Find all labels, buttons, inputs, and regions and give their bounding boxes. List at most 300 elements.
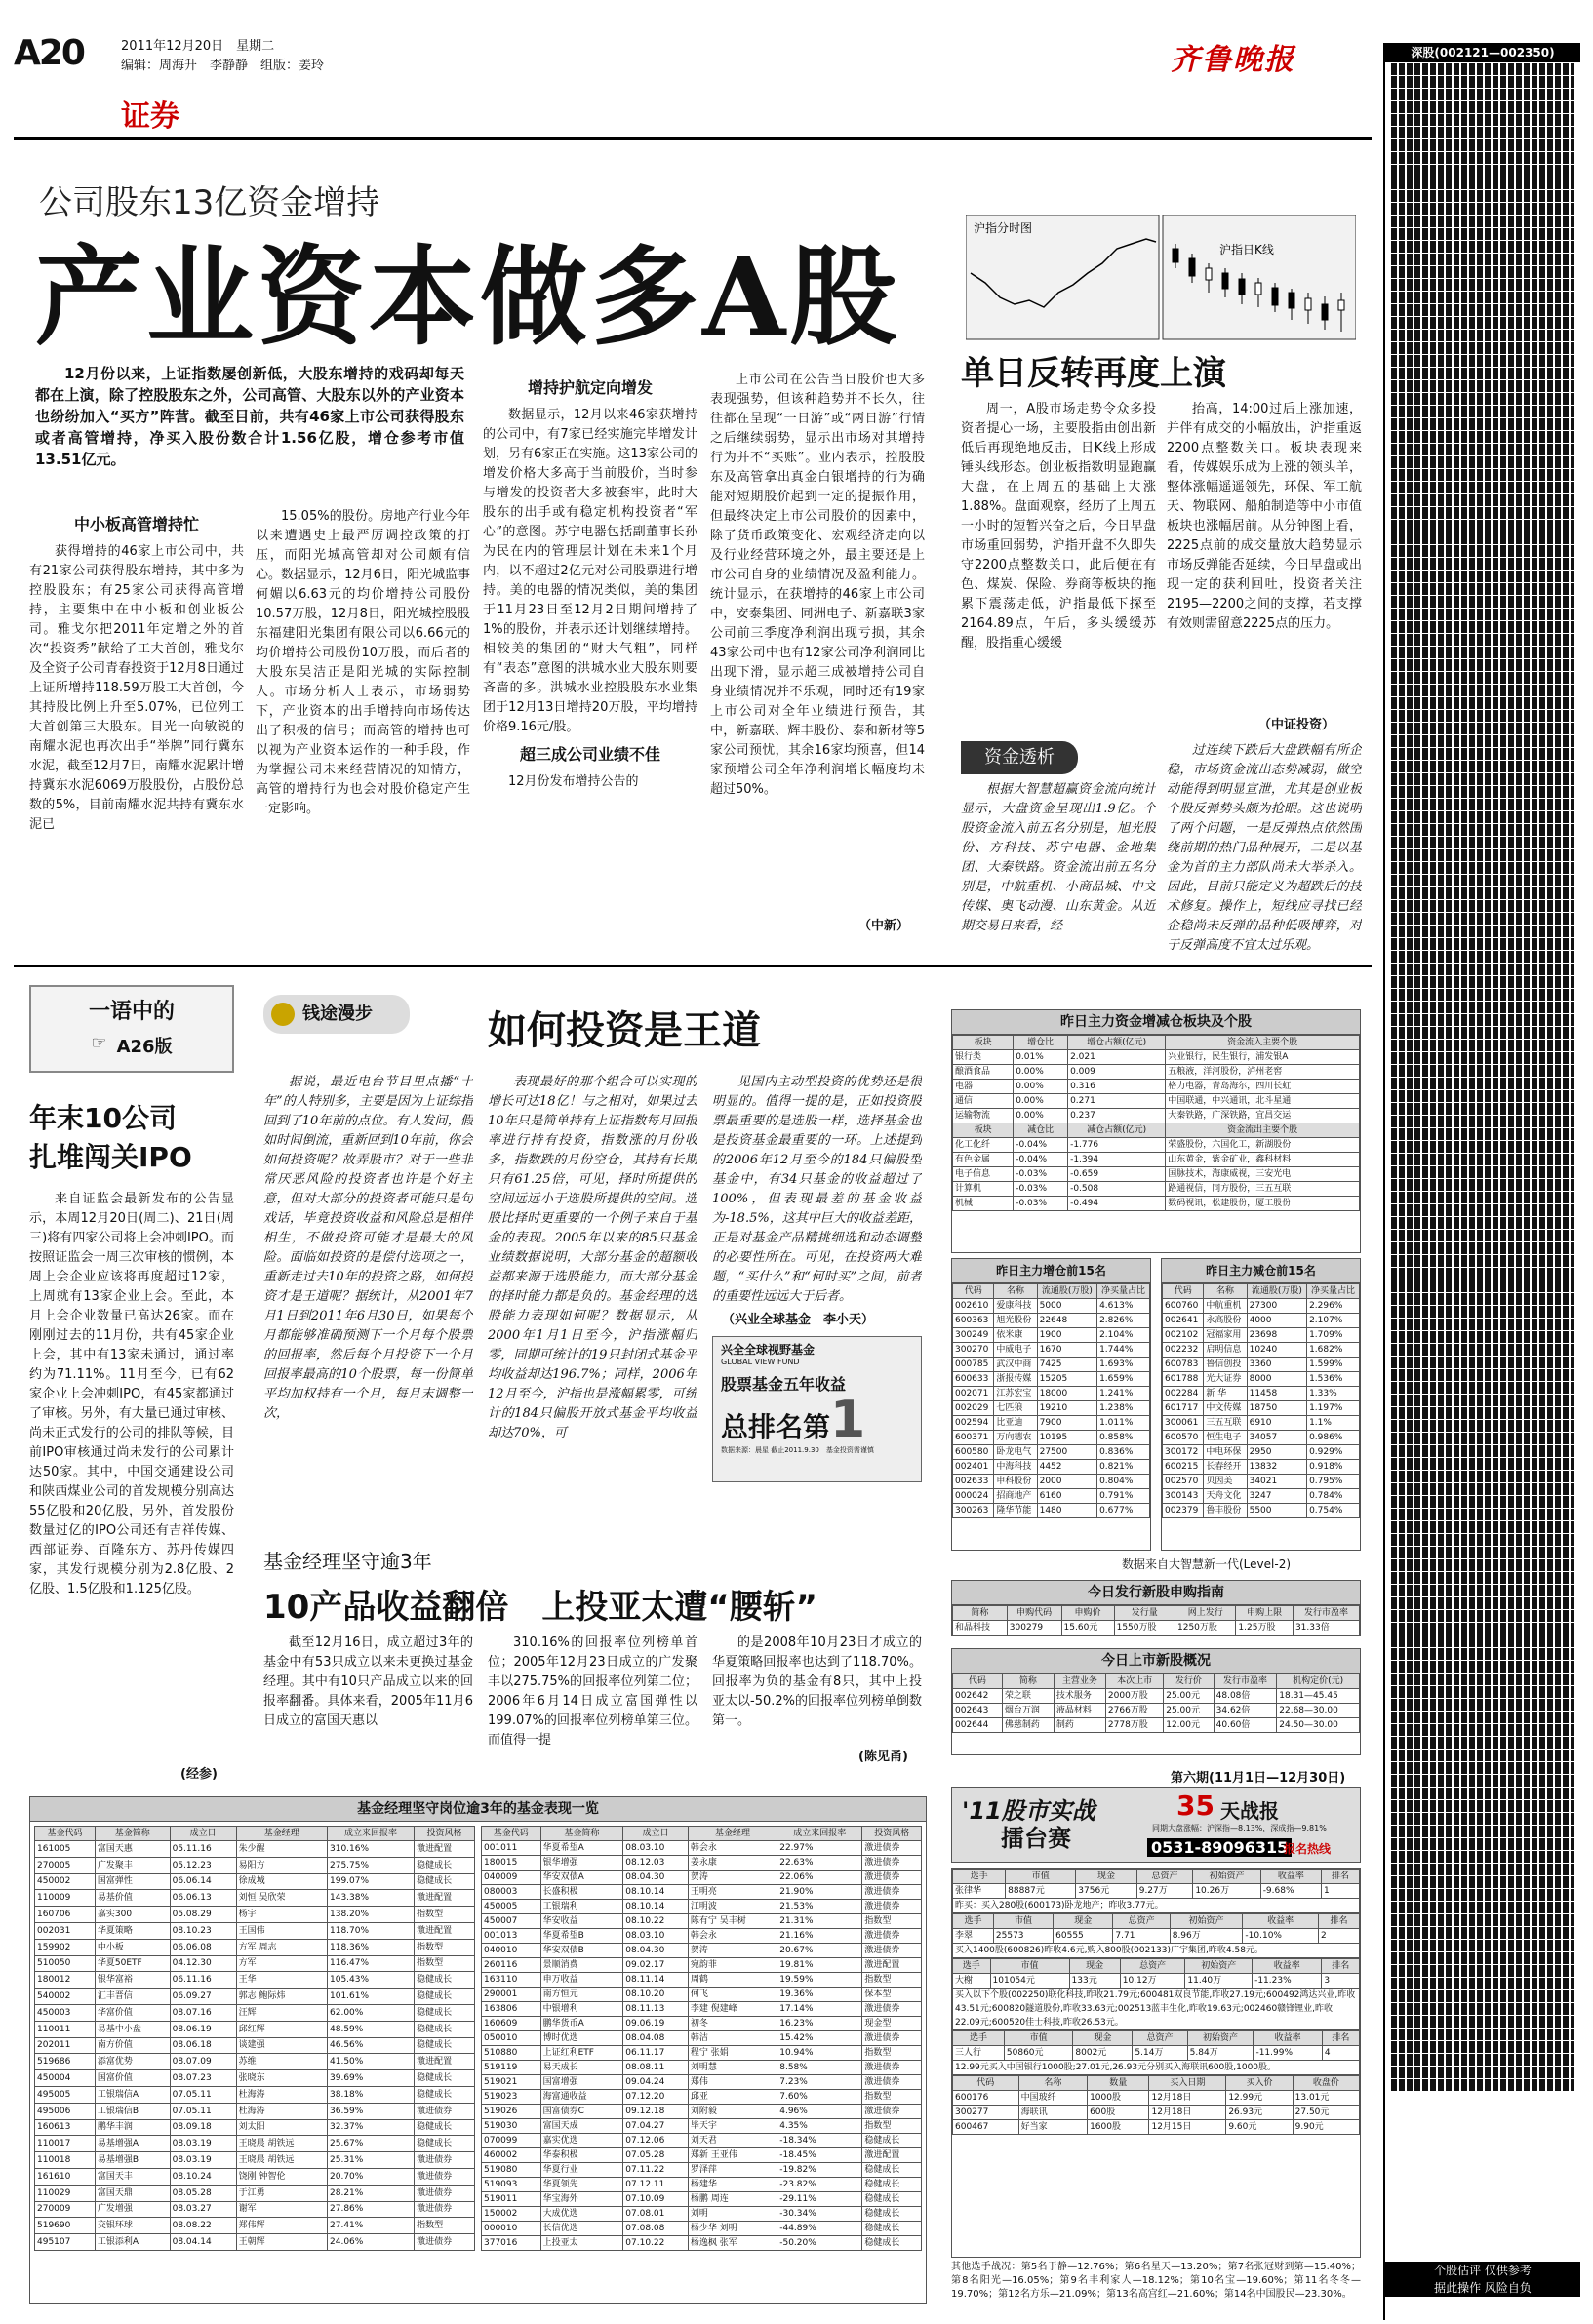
- table-cell: 495006: [35, 2103, 96, 2119]
- table-header-cell: 网上发行: [1175, 1606, 1236, 1621]
- table-cell: 谢军: [236, 2201, 327, 2218]
- ticker-footer-1: 个股估评 仅供参考: [1385, 2262, 1580, 2279]
- table-row: [1163, 1489, 1360, 1504]
- table-cell: 11.40万: [1185, 1974, 1253, 1989]
- table-cell: 519686: [35, 2054, 96, 2070]
- table-cell: 001013: [482, 1929, 541, 1944]
- table-cell: 163806: [482, 2002, 541, 2017]
- table-cell: 27.41%: [328, 2218, 415, 2234]
- table-cell: 2.104%: [1097, 1328, 1150, 1343]
- table-cell: 保本型: [862, 1988, 922, 2002]
- table-header-cell: 市值: [993, 1914, 1053, 1929]
- table-cell: 519690: [35, 2218, 96, 2234]
- table-row: [953, 1621, 1360, 1635]
- table-cell: 王华: [236, 1972, 327, 1989]
- table-header-cell: 发行价: [1164, 1674, 1214, 1689]
- table-cell: 7425: [1037, 1358, 1096, 1372]
- table-cell: 华夏希望A: [540, 1841, 623, 1856]
- table-header-cell: 发行市盈率: [1293, 1606, 1359, 1621]
- ticker-row: [1391, 1255, 1574, 1267]
- table-cell: 郑伟辉: [236, 2218, 327, 2234]
- table-row: [35, 1989, 475, 2005]
- table-row: [953, 1138, 1360, 1153]
- table-cell: 中国联通，中兴通讯，北斗星通: [1166, 1094, 1360, 1109]
- table-cell: 450002: [35, 1873, 96, 1890]
- table-cell: 王明亮: [688, 1885, 777, 1900]
- table-row: [953, 1387, 1150, 1401]
- table-cell: 招商地产: [994, 1489, 1037, 1504]
- ticker-row: [1391, 926, 1574, 937]
- table-header-cell: 投资风格: [415, 1827, 475, 1841]
- table-cell: 0.836%: [1097, 1445, 1150, 1460]
- table-cell: 景顺消费: [540, 1958, 623, 1973]
- table-cell: 002633: [953, 1475, 994, 1489]
- table-header-cell: 排名: [1322, 1870, 1360, 1884]
- table-cell: 杨鹏 周连: [688, 2192, 777, 2207]
- table-row: [953, 1489, 1150, 1504]
- table-cell: 600363: [953, 1314, 994, 1328]
- table-cell: 指数型: [415, 1907, 475, 1923]
- table-cell: 23698: [1247, 1328, 1306, 1343]
- table-cell: 519093: [482, 2178, 541, 2192]
- table-row: [953, 1460, 1150, 1475]
- table-cell: 0.986%: [1307, 1431, 1360, 1445]
- ad-line-1: 股票基金五年收益: [721, 1375, 847, 1394]
- table-cell: 34057: [1247, 1431, 1306, 1445]
- table-cell: 易基增强B: [95, 2152, 170, 2169]
- table-row: [35, 1873, 475, 1890]
- table-header-cell: 数量: [1088, 2076, 1149, 2091]
- ticker-row: [1391, 1357, 1574, 1368]
- table-cell: 现金型: [862, 2017, 922, 2031]
- table-row: [35, 2185, 475, 2201]
- table-header-cell: 选手: [953, 1914, 994, 1929]
- table-cell: 易天成长: [540, 2061, 623, 2075]
- table-cell: 稳健成长: [862, 2222, 922, 2236]
- table-cell: 酿酒食品: [953, 1065, 1014, 1080]
- ticker-row: [1391, 1382, 1574, 1394]
- table-cell: 7.23%: [777, 2075, 862, 2090]
- ipo-today-block: [951, 1580, 1361, 1636]
- table-cell: 0.858%: [1097, 1431, 1150, 1445]
- table-cell: 冠福家用: [1204, 1328, 1247, 1343]
- coins-icon: [271, 1003, 295, 1026]
- table-cell: 罗泽萍: [688, 2163, 777, 2178]
- table-cell: 兴业银行，民生银行，浦发银A: [1166, 1050, 1360, 1065]
- table-cell: 519023: [482, 2090, 541, 2105]
- ticker-row: [1391, 228, 1574, 240]
- ticker-row: [1391, 1699, 1574, 1711]
- ticker-row: [1391, 368, 1574, 379]
- table-cell: 08.07.16: [170, 2004, 236, 2021]
- lead-subhead-3: 超三成公司业绩不佳: [519, 745, 660, 764]
- table-cell: 激进债券: [862, 2075, 922, 2090]
- ticker-row: [1391, 393, 1574, 405]
- table-header-cell: 总资产: [1120, 1959, 1185, 1974]
- table-cell: 002642: [953, 1689, 1003, 1704]
- ticker-row: [1391, 1445, 1574, 1457]
- table-cell: 138.20%: [328, 1907, 415, 1923]
- table-cell: 002031: [35, 1922, 96, 1939]
- table-cell: 002029: [953, 1401, 994, 1416]
- ticker-row: [1391, 596, 1574, 608]
- table-cell: 江苏宏宝: [994, 1387, 1037, 1401]
- table-cell: 0.00%: [1014, 1094, 1068, 1109]
- table-row: [482, 2134, 922, 2148]
- table-cell: 稳健成长: [415, 2070, 475, 2087]
- table-cell: 激进债券: [862, 1841, 922, 1856]
- ticker-row: [1391, 304, 1574, 316]
- table-row: [35, 2037, 475, 2054]
- ticker-row: [1391, 1547, 1574, 1558]
- ticker-strip: [1383, 43, 1580, 2320]
- table-cell: 300143: [1163, 1489, 1204, 1504]
- table-cell: 002641: [1163, 1314, 1204, 1328]
- table-cell: 稳健成长: [415, 2021, 475, 2037]
- table-cell: 富国天惠: [95, 1841, 170, 1858]
- table-row: [953, 1416, 1150, 1431]
- table-cell: 05.12.23: [170, 1857, 236, 1873]
- table-row: [953, 1314, 1150, 1328]
- table-row: [953, 2120, 1360, 2135]
- table-cell: 450007: [482, 1914, 541, 1929]
- table-cell: 07.05.11: [170, 2103, 236, 2119]
- invest-column-2: 表现最好的那个组合可以实现的增长可达18亿！与之相对，如果过去10年只是简单持有上证指数每月回报率进行持有投资，指数涨的月份收多，指数跌的月份空仓，其持有长期只有61.25倍，可见，择时所提供的空间远远小于选股所提供的空间。选股比择时更重要的一个例子来自于基金的表现。2005年以来的85只基金业绩数据说明，大部分基金的超额收益都来源于选股能力，而大部分基金的择时能力都是负的。基金经理的选股能力表现如何呢？数据显示，从2000年1月1日至今，沪指涨幅归零，同期可统计的19只封闭式基金平均收益却达196.7%；同样，2006年12月至今，沪指也是涨幅累零，可统计的184只偏股开放式基金平均收益却达70%，可: [488, 1075, 697, 1440]
- ticker-row: [1391, 1242, 1574, 1254]
- table-cell: 040010: [482, 1944, 541, 1958]
- table-row: [953, 1094, 1360, 1109]
- ticker-row: [1391, 482, 1574, 493]
- table-cell: -0.03%: [1014, 1167, 1068, 1182]
- ticker-row: [1391, 1204, 1574, 1216]
- table-cell: 中国玻纤: [1018, 2091, 1087, 2106]
- money-flow-table: [952, 1035, 1360, 1211]
- table-cell: 13832: [1247, 1460, 1306, 1475]
- reversal-source: （中证投资）: [1258, 718, 1335, 732]
- table-cell: 21.90%: [777, 1885, 862, 1900]
- table-cell: 08.04.30: [623, 1944, 689, 1958]
- table-header-cell: 总资产: [1136, 1870, 1193, 1884]
- table-cell: 495005: [35, 2086, 96, 2103]
- table-header-cell: 流通股(万股): [1247, 1284, 1306, 1299]
- table-row: [953, 1343, 1150, 1358]
- table-cell: 28.21%: [328, 2185, 415, 2201]
- ticker-row: [1391, 190, 1574, 202]
- table-cell: 07.11.22: [623, 2163, 689, 2178]
- table-cell: 450005: [482, 1900, 541, 1914]
- ticker-row: [1391, 1471, 1574, 1482]
- ticker-row: [1391, 418, 1574, 430]
- table-cell: 41.50%: [328, 2054, 415, 2070]
- table-cell: 07.12.11: [623, 2178, 689, 2192]
- table-cell: 刘明慧: [688, 2061, 777, 2075]
- ticker-row: [1391, 1496, 1574, 1508]
- table-cell: 3360: [1247, 1358, 1306, 1372]
- table-cell: 450004: [35, 2070, 96, 2087]
- table-row: [482, 1885, 922, 1900]
- table-cell: 何飞: [688, 1988, 777, 2002]
- table-cell: 519080: [482, 2163, 541, 2178]
- ticker-row: [1391, 1293, 1574, 1305]
- ticker-row: [1391, 76, 1574, 88]
- table-cell: 22.97%: [777, 1841, 862, 1856]
- table-cell: -0.03%: [1014, 1197, 1068, 1211]
- table-cell: 150002: [482, 2207, 541, 2222]
- table-cell: 0.784%: [1307, 1489, 1360, 1504]
- quote-box: [29, 985, 234, 1073]
- ad-brand-en: GLOBAL VIEW FUND: [721, 1358, 800, 1366]
- fund-table-title: 基金经理坚守岗位逾3年的基金表现一览: [30, 1797, 926, 1822]
- table-cell: 3247: [1247, 1489, 1306, 1504]
- ticker-row: [1391, 1369, 1574, 1381]
- table-header-cell: 基金经理: [236, 1827, 327, 1841]
- table-header-cell: 现金: [1054, 1914, 1113, 1929]
- table-row: [1163, 1299, 1360, 1314]
- table-cell: 1000股: [1088, 2091, 1149, 2106]
- table-cell: 300172: [1163, 1445, 1204, 1460]
- table-cell: 160706: [35, 1907, 96, 1923]
- table-cell: 1.693%: [1097, 1358, 1150, 1372]
- table-cell: 1900: [1037, 1328, 1096, 1343]
- table-cell: 0.00%: [1014, 1065, 1068, 1080]
- table-row: [482, 2105, 922, 2119]
- table-cell: 38.18%: [328, 2086, 415, 2103]
- table-cell: 600467: [953, 2120, 1019, 2135]
- table-cell: 三人行: [953, 2046, 1005, 2061]
- table-cell: 180015: [482, 1856, 541, 1871]
- ipo-headline-2: 扎堆闯关IPO: [29, 1141, 192, 1173]
- ticker-row: [1391, 735, 1574, 747]
- table-header-cell: 减仓占额(亿元): [1068, 1123, 1166, 1138]
- table-cell: 刘恒 吴欣荣: [236, 1890, 327, 1907]
- ticker-row: [1391, 507, 1574, 519]
- table-cell: 002594: [953, 1416, 994, 1431]
- quote-title: 一语中的: [88, 1000, 175, 1024]
- table-cell: 600215: [1163, 1460, 1204, 1475]
- table-cell: 韩会永: [688, 1929, 777, 1944]
- ticker-row: [1391, 2054, 1574, 2066]
- table-row: [1163, 1504, 1360, 1518]
- table-cell: 300279: [1007, 1621, 1061, 1635]
- table-cell: 300277: [953, 2106, 1019, 2120]
- table-row: [953, 2091, 1360, 2106]
- table-header-cell: 申购上限: [1236, 1606, 1294, 1621]
- ticker-row: [1391, 177, 1574, 189]
- ticker-row: [1391, 1623, 1574, 1635]
- table-cell: 600371: [953, 1431, 994, 1445]
- table-cell: 王国伟: [236, 1922, 327, 1939]
- reversal-column-2: 抬高，14:00过后上涨加速，并伴有成交的小幅放出，沪指重返2200点整数关口。板块表现来看，传媒娱乐成为上涨的领头羊，整体涨幅遥遥领先，环保、军工航天、物联网、船舶制造等中小市值板块也涨幅居前。从分钟图上看，2225点前的成交量放大趋势显示市场反弹能否延续，今日早盘或出现一定的获利回吐，投资者关注2195—2200之间的支撑，若支撑有效则需留意2225点的压力。: [1167, 402, 1362, 631]
- table-cell: 1.536%: [1307, 1372, 1360, 1387]
- ticker-row: [1391, 1395, 1574, 1406]
- table-cell: 0.677%: [1097, 1504, 1150, 1518]
- mid-rule: [14, 965, 1372, 967]
- table-cell: 易基价值: [95, 1890, 170, 1907]
- table-cell: 上投亚太: [540, 2236, 623, 2251]
- ticker-row: [1391, 444, 1574, 455]
- ipo-list-block: [951, 1648, 1361, 1755]
- contest-phone: 0531-89096315: [1147, 1838, 1292, 1857]
- ticker-row: [1391, 63, 1574, 75]
- ticker-row: [1391, 139, 1574, 151]
- ipo-headline-1: 年末10公司: [29, 1102, 177, 1134]
- table-cell: 稳健成长: [415, 2037, 475, 2054]
- ticker-row: [1391, 1750, 1574, 1761]
- table-cell: 南方恒元: [540, 1988, 623, 2002]
- ticker-row: [1391, 1788, 1574, 1799]
- table-cell: -0.04%: [1014, 1153, 1068, 1167]
- table-cell: 9.90元: [1293, 2120, 1359, 2135]
- ticker-row: [1391, 1940, 1574, 1951]
- table-cell: 09.06.19: [623, 2017, 689, 2031]
- table-header-cell: 总资产: [1113, 1914, 1170, 1929]
- table-cell: 上证红利ETF: [540, 2046, 623, 2061]
- table-cell: 002102: [1163, 1328, 1204, 1343]
- table-cell: 160609: [482, 2017, 541, 2031]
- lead-column-2: 15.05%的股份。房地产行业今年以来遭遇史上最严厉调控政策的打压，而阳光城高管却对公司颇有信心。数据显示，12月6日，阳光城监事何媚以6.63元的均价增持公司股份10.57万股，12月8日，阳光城控股股东福建阳光集团有限公司以6.66元的均价增持公司股份10万股，而后者的大股东吴洁正是阳光城的实际控制人。市场分析人士表示，市场弱势下，产业资本的出手增持向市场传达出了积极的信号；而高管的增持也可以视为产业资本运作的一种手段，作为掌握公司未来经营情况的知情方，高管的增持行为也会对股价稳定产生一定影响。: [256, 509, 470, 816]
- table-cell: -30.34%: [777, 2207, 862, 2222]
- table-cell: 22.06%: [777, 1871, 862, 1885]
- header-rule: [14, 137, 1372, 140]
- table-header-cell: 简称: [953, 1606, 1008, 1621]
- table-cell: 460002: [482, 2148, 541, 2163]
- table-cell: 激进债券: [862, 1871, 922, 1885]
- table-cell: 06.06.14: [170, 1873, 236, 1890]
- table-cell: 0.237: [1068, 1109, 1166, 1123]
- table-header-cell: 选手: [953, 1870, 1006, 1884]
- ticker-row: [1391, 330, 1574, 341]
- ticker-row: [1391, 1521, 1574, 1533]
- table-header-cell: 增仓占额(亿元): [1068, 1036, 1166, 1050]
- table-cell: 07.12.20: [623, 2090, 689, 2105]
- table-cell: 163110: [482, 1973, 541, 1988]
- table-header-cell: 基金代码: [482, 1827, 541, 1841]
- ad-line-2: 总排名第: [721, 1411, 831, 1443]
- ticker-row: [1391, 1864, 1574, 1875]
- ticker-strip-title: 深股(002121—002350): [1385, 43, 1580, 62]
- ticker-row: [1391, 1674, 1574, 1685]
- table-cell: 交银环球: [95, 2218, 170, 2234]
- table-row: [1163, 1343, 1360, 1358]
- quote-ref: A26版: [116, 1037, 173, 1057]
- table-cell: 银华增强: [540, 1856, 623, 1871]
- contest-ticker: 同期大盘涨幅：沪深指—8.13%，深成指—9.81%: [1152, 1824, 1327, 1832]
- table-cell: 5.84万: [1187, 2046, 1254, 2061]
- pointing-hand-icon: ☞: [91, 1033, 107, 1053]
- table-cell: 8002元: [1073, 2046, 1133, 2061]
- table-cell: 依米康: [994, 1328, 1037, 1343]
- ticker-row: [1391, 875, 1574, 886]
- table-cell: 激进配置: [415, 1841, 475, 1858]
- table-row: [1163, 1372, 1360, 1387]
- table-cell: 易阳方: [236, 1857, 327, 1873]
- table-cell: 姜永康: [688, 1856, 777, 1871]
- table-cell: 鹏华货币A: [540, 2017, 623, 2031]
- table-cell: 09.04.24: [623, 2075, 689, 2090]
- table-cell: 310.16%: [328, 1841, 415, 1858]
- table-cell: 李建 倪建峰: [688, 2002, 777, 2017]
- invest-column-3: 见国内主动型投资的优势还是很明显的。值得一提的是，正如投资股票最重要的是选股一样，选择基金也是投资基金最重要的一环。上述提到的2006年12月至今的184只偏股型基金中，有34只基金的收益超过了100%，但表现最差的基金收益为-18.5%，这其中巨大的收益差距，正是对基金产品精挑细选和动态调整的必要性所在。可见，在投资两大难题，“买什么”和“何时买”之间，前者的重要性远远大于后者。: [712, 1075, 922, 1304]
- table-cell: 2.107%: [1307, 1314, 1360, 1328]
- table-cell: 华泰积极: [540, 2148, 623, 2163]
- table-cell: 国富债券C: [540, 2105, 623, 2119]
- ticker-row: [1391, 1813, 1574, 1825]
- table-cell: 601788: [1163, 1372, 1204, 1387]
- table-cell: 0.821%: [1097, 1460, 1150, 1475]
- table-cell: 2000万股: [1105, 1689, 1163, 1704]
- table-row: [953, 1065, 1360, 1080]
- table-cell: 0.01%: [1014, 1050, 1068, 1065]
- table-cell: 21.53%: [777, 1900, 862, 1914]
- table-cell: 3: [1322, 1974, 1360, 1989]
- table-cell: 519026: [482, 2105, 541, 2119]
- table-header-cell: 流通股(万股): [1037, 1284, 1096, 1299]
- table-cell: 3756元: [1076, 1884, 1136, 1899]
- table-cell: 稳健成长: [415, 2119, 475, 2136]
- table-cell: 08.10.14: [623, 1900, 689, 1914]
- table-row: [35, 2201, 475, 2218]
- table-cell: 山东黄金，紫金矿业，鑫科材料: [1166, 1153, 1360, 1167]
- table-cell: 48.08倍: [1214, 1689, 1277, 1704]
- table-cell: 09.12.18: [623, 2105, 689, 2119]
- table-cell: 260116: [482, 1958, 541, 1973]
- table-cell: 华夏行业: [540, 2163, 623, 2178]
- table-cell: 600580: [953, 1445, 994, 1460]
- table-cell: 工银添利A: [95, 2234, 170, 2251]
- ticker-row: [1391, 723, 1574, 734]
- table-cell: 激进配置: [415, 1922, 475, 1939]
- table-cell: 长信优选: [540, 2222, 623, 2236]
- table-cell: 七匹狼: [994, 1401, 1037, 1416]
- top15-up-block: [951, 1258, 1151, 1551]
- ticker-row: [1391, 710, 1574, 722]
- table-cell: 激进配置: [415, 2054, 475, 2070]
- table-cell: 7.60%: [777, 2090, 862, 2105]
- table-cell: 化工化纤: [953, 1138, 1014, 1153]
- table-row: [35, 1972, 475, 1989]
- table-cell: 110017: [35, 2136, 96, 2152]
- table-row: [482, 1841, 922, 1856]
- table-cell: 稳健成长: [415, 2136, 475, 2152]
- table-header-cell: 板块: [953, 1123, 1014, 1138]
- table-cell: 通信: [953, 1094, 1014, 1109]
- table-cell: 宛韵菲: [688, 1958, 777, 1973]
- table-cell: 06.11.17: [623, 2046, 689, 2061]
- table-header-cell: 代码: [953, 1674, 1003, 1689]
- table-cell: 稳健成长: [415, 1989, 475, 2005]
- table-row: [482, 1958, 922, 1973]
- table-cell: 指数型: [415, 1955, 475, 1972]
- table-cell: 华安双债B: [540, 1944, 623, 1958]
- ipo-today-table: [952, 1605, 1360, 1635]
- table-cell: 7.71: [1113, 1929, 1170, 1944]
- ticker-row: [1391, 1978, 1574, 1989]
- table-cell: 002071: [953, 1387, 994, 1401]
- market-charts: [966, 215, 1356, 341]
- table-cell: 2950: [1247, 1445, 1306, 1460]
- table-cell: 34021: [1247, 1475, 1306, 1489]
- table-cell: 技术服务: [1054, 1689, 1105, 1704]
- table-row: [953, 1080, 1360, 1094]
- ticker-row: [1391, 216, 1574, 227]
- table-row: [953, 1718, 1360, 1733]
- table-cell: 11458: [1247, 1387, 1306, 1401]
- table-cell: 08.05.28: [170, 2185, 236, 2201]
- table-header-cell: 买入日期: [1149, 2076, 1226, 2091]
- table-cell: 08.04.30: [623, 1871, 689, 1885]
- contest-board: [951, 1868, 1361, 2258]
- table-cell: 540002: [35, 1989, 96, 2005]
